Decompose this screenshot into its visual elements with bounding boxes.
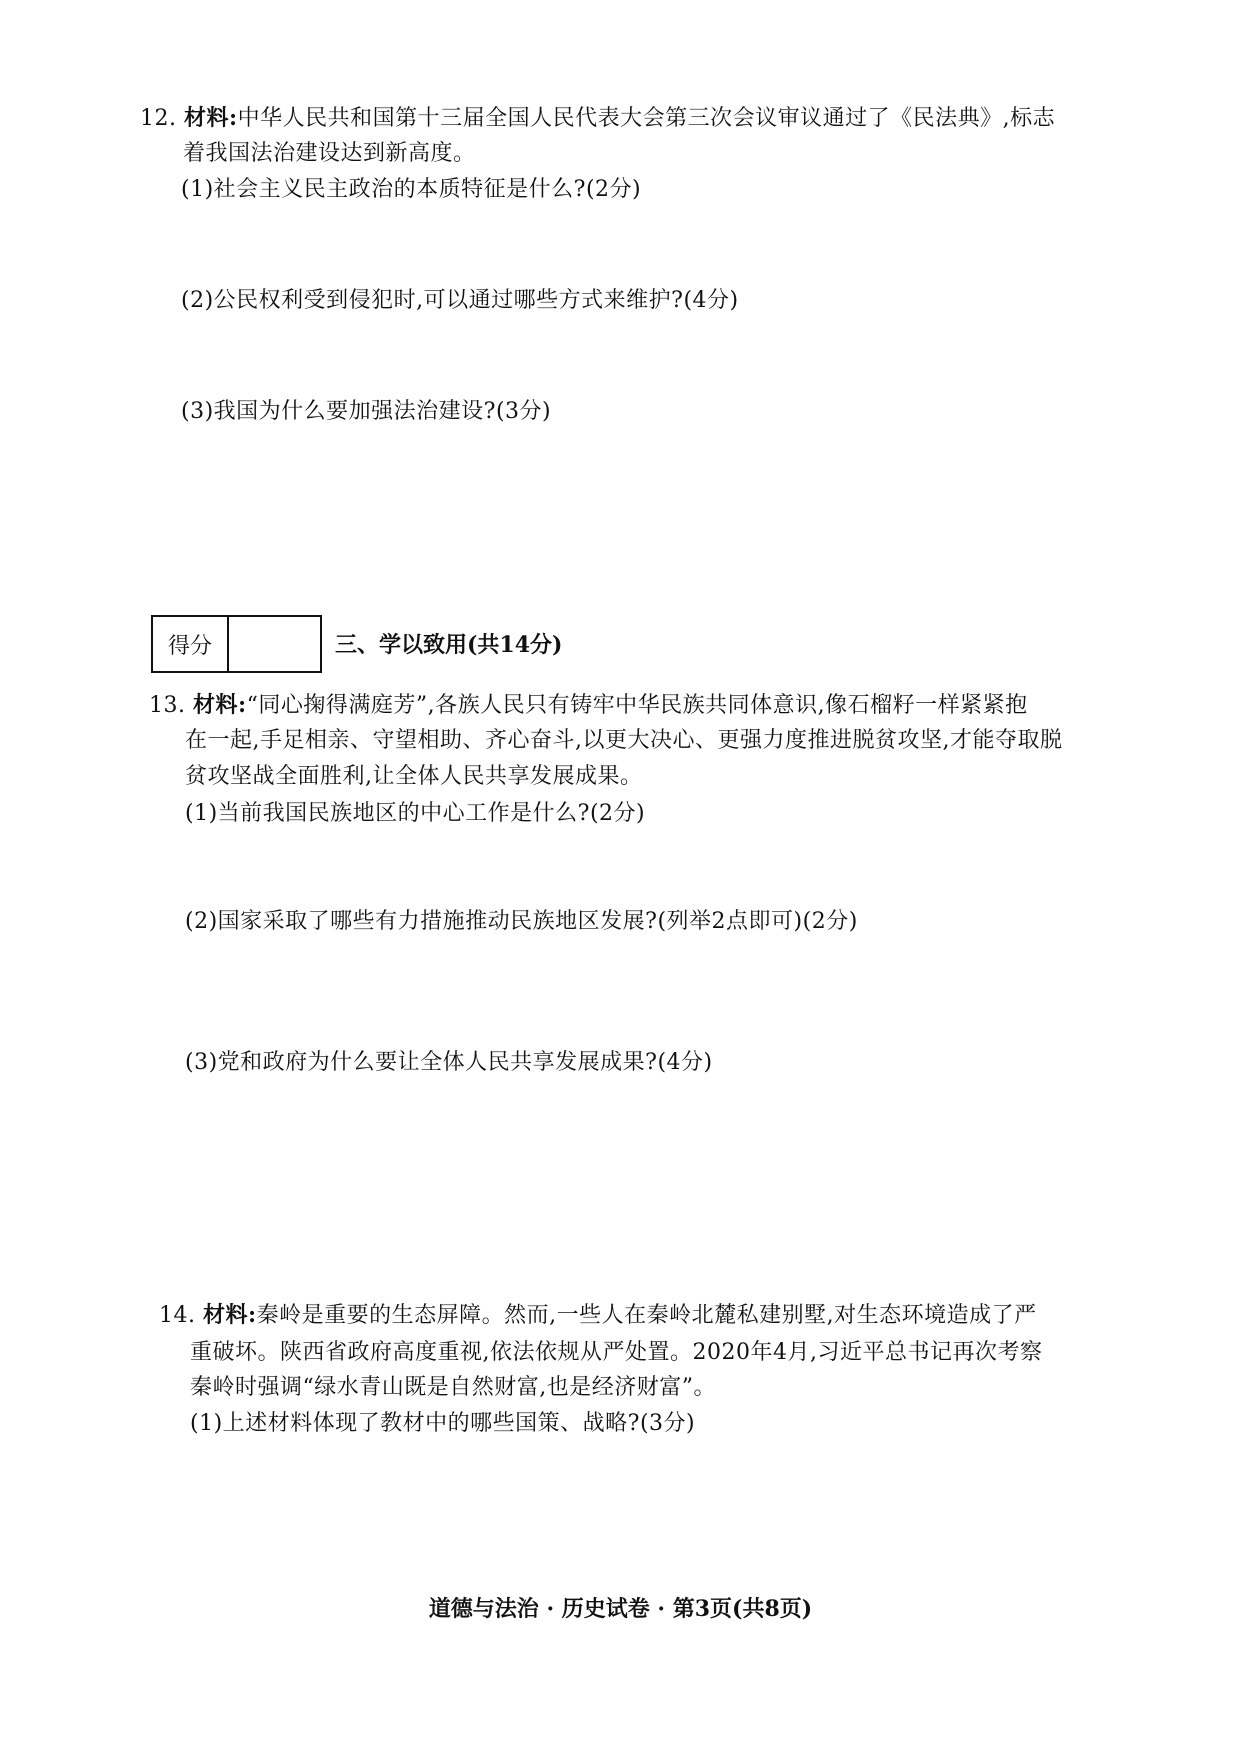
q13-material-text-1: “同心掬得满庭芳”,各族人民只有铸牢中华民族共同体意识,像石榴籽一样紧紧抱 — [246, 693, 1028, 718]
q12-material-text-1: 中华人民共和国第十三届全国人民代表大会第三次会议审议通过了《民法典》,标志 — [237, 106, 1056, 131]
q13-number: 13. — [149, 693, 193, 718]
q12-number: 12. — [140, 106, 184, 131]
page-footer: 道德与法治 · 历史试卷 · 第3页(共8页) — [428, 1596, 813, 1622]
q13-material-line-2: 在一起,手足相亲、守望相助、齐心奋斗,以更大决心、更强力度推进脱贫攻坚,才能夺取脱 — [185, 728, 1063, 753]
q12-subquestion-3: (3)我国为什么要加强法治建设?(3分) — [181, 399, 552, 424]
q14-material-label: 材料: — [202, 1302, 257, 1328]
q13-subquestion-2: (2)国家采取了哪些有力措施推动民族地区发展?(列举2点即可)(2分) — [185, 909, 858, 934]
q12-material-label: 材料: — [183, 105, 238, 131]
q14-subquestion-1: (1)上述材料体现了教材中的哪些国策、战略?(3分) — [190, 1411, 696, 1436]
q12-subquestion-2: (2)公民权利受到侵犯时,可以通过哪些方式来维护?(4分) — [181, 288, 739, 313]
score-label: 得分 — [153, 617, 229, 671]
q13-material-line-3: 贫攻坚战全面胜利,让全体人民共享发展成果。 — [185, 764, 643, 789]
q14-material-text-1: 秦岭是重要的生态屏障。然而,一些人在秦岭北麓私建别墅,对生态环境造成了严 — [256, 1303, 1037, 1328]
q14-material-line-2: 重破坏。陕西省政府高度重视,依法依规从严处置。2020年4月,习近平总书记再次考察 — [190, 1340, 1043, 1365]
q13-subquestion-1: (1)当前我国民族地区的中心工作是什么?(2分) — [185, 801, 646, 826]
score-box — [151, 615, 322, 673]
section-title: 三、学以致用(共14分) — [335, 632, 563, 658]
score-field[interactable] — [229, 617, 320, 671]
q13-material-label: 材料: — [192, 692, 247, 718]
q14-material-line-1 — [159, 1300, 1037, 1331]
q14-number: 14. — [159, 1303, 203, 1328]
q12-material-line-2: 着我国法治建设达到新高度。 — [183, 141, 476, 166]
q12-material-line-1 — [140, 103, 1055, 134]
q12-subquestion-1: (1)社会主义民主政治的本质特征是什么?(2分) — [181, 177, 642, 202]
q14-material-line-3: 秦岭时强调“绿水青山既是自然财富,也是经济财富”。 — [190, 1375, 716, 1400]
q13-subquestion-3: (3)党和政府为什么要让全体人民共享发展成果?(4分) — [185, 1050, 713, 1075]
q13-material-line-1 — [149, 690, 1028, 721]
